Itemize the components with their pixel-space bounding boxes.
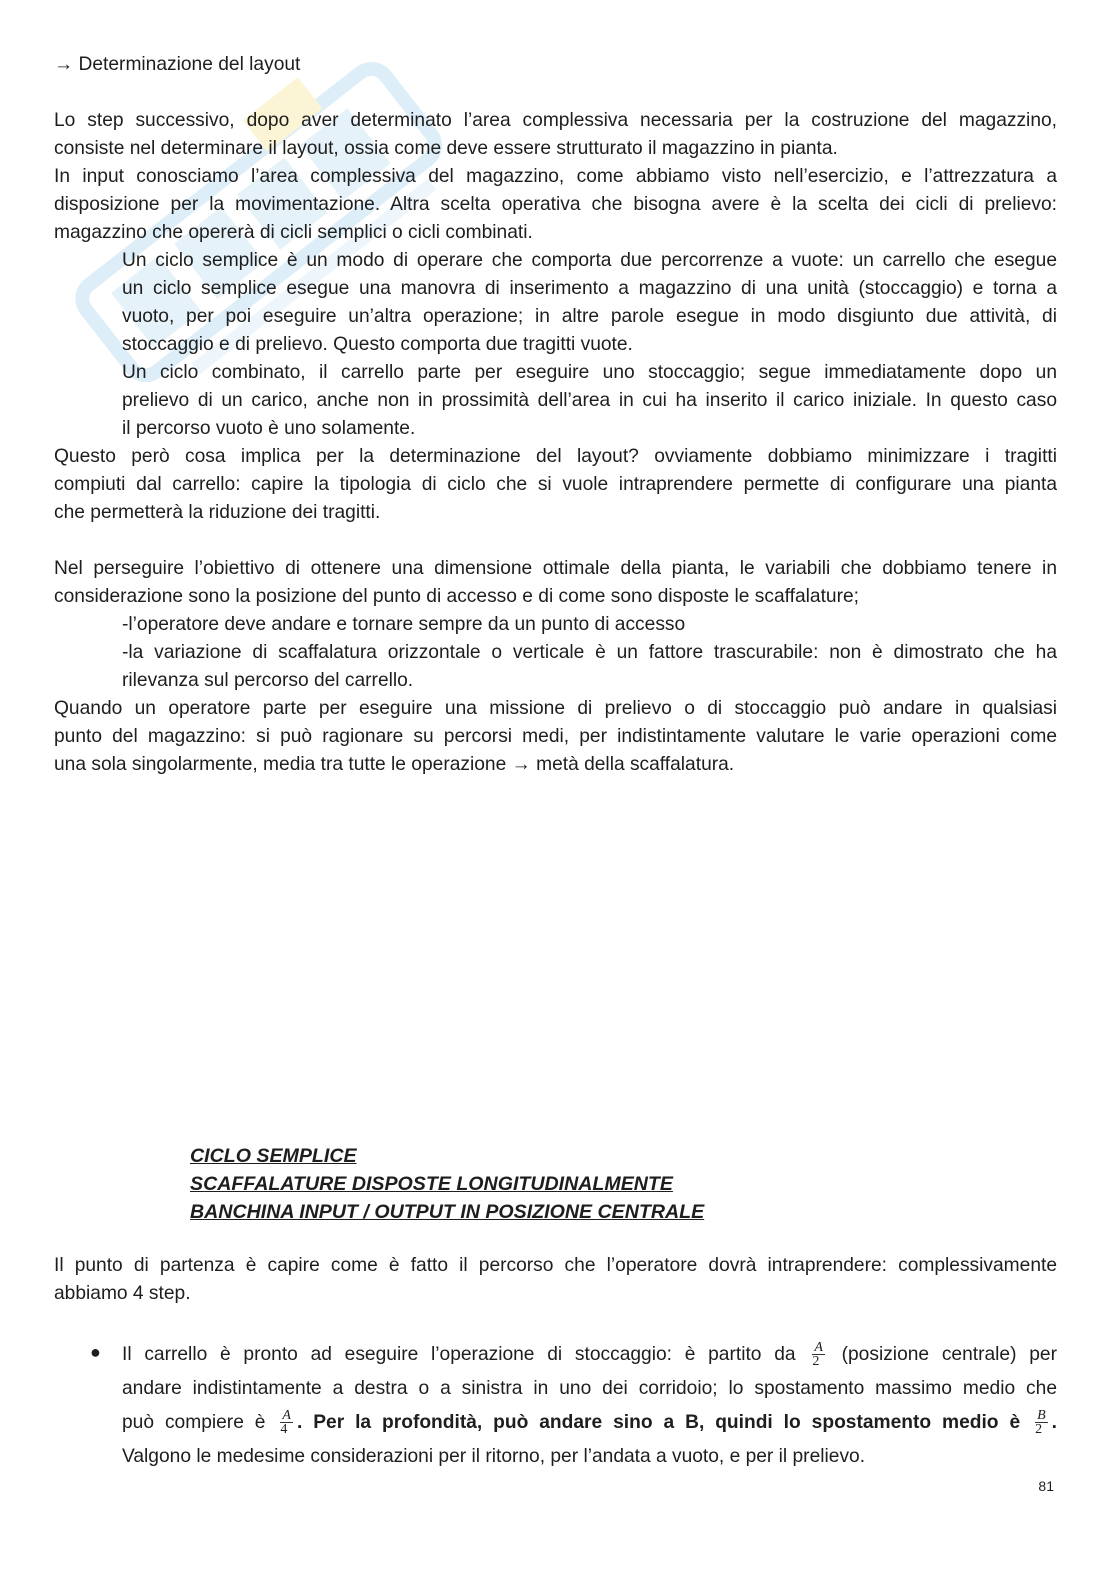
bullet-icon: ●: [90, 1342, 101, 1362]
paragraph-missions: [54, 695, 1057, 779]
fraction-a-over-2: [812, 1341, 825, 1368]
heading-scaffalature: SCAFFALATURE DISPOSTE LONGITUDINALMENTE: [190, 1173, 673, 1195]
paragraph-path: [54, 1252, 1057, 1308]
text-line: compiuti dal carrello: capire la tipologia di ciclo che si vuole intraprendere permette di configurare una pianta: [54, 474, 1057, 495]
fraction-denominator: 4: [280, 1422, 288, 1438]
text-line: Questo però cosa implica per la determinazione del layout? ovviamente dobbiamo minimizzare i tragitti: [54, 446, 1057, 467]
heading-ciclo-semplice: CICLO SEMPLICE: [190, 1145, 357, 1167]
text-fragment: . Per la profondità, può andare sino a B, quindi lo spostamento medio è: [296, 1412, 1021, 1433]
text-line: [122, 1338, 1057, 1372]
text-line: una sola singolarmente, media tra tutte le operazione → metà della scaffalatura.: [54, 754, 735, 775]
text-line: Un ciclo combinato, il carrello parte per eseguire uno stoccaggio; segue immediatamente dopo un: [122, 362, 1057, 383]
fraction-denominator: 2: [1035, 1422, 1043, 1438]
text-line: che permetterà la riduzione dei tragitti.: [54, 502, 381, 523]
document-body: [54, 51, 1057, 779]
paragraph-variables-list: [54, 611, 1057, 695]
fraction-a-over-4: [280, 1409, 293, 1436]
text-line: magazzino che opererà di cicli semplici o cicli combinati.: [54, 222, 533, 243]
text-line: Un ciclo semplice è un modo di operare che comporta due percorrenze a vuote: un carrello che esegue: [122, 250, 1057, 271]
text-fragment: Il carrello è pronto ad eseguire l’operazione di stoccaggio: è partito da: [122, 1344, 796, 1365]
text-line: vuoto, per poi eseguire un’altra operazione; in altre parole esegue in modo disgiunto due attività, di: [122, 306, 1057, 327]
text-line: Quando un operatore parte per eseguire una missione di prelievo o di stoccaggio può andare in qualsiasi: [54, 698, 1057, 719]
fraction-numerator: B: [1037, 1408, 1046, 1424]
text-line: consiste nel determinare il layout, ossia come deve essere strutturato il magazzino in pianta.: [54, 138, 838, 159]
text-line: Il punto di partenza è capire come è fatto il percorso che l’operatore dovrà intraprendere: complessivamente: [54, 1255, 1057, 1276]
text-line: prelievo di un carico, anche non in prossimità dell’area in cui ha inserito il carico iniziale. In questo caso: [122, 390, 1057, 411]
text-line: andare indistintamente a destra o a sinistra in uno dei corridoio; lo spostamento massimo medio che: [122, 1378, 1057, 1399]
section-headings: [190, 1142, 704, 1226]
text-line: -la variazione di scaffalatura orizzontale o verticale è un fattore trascurabile: non è dimostrato che ha: [122, 642, 1057, 663]
text-line: In input conosciamo l’area complessiva del magazzino, come abbiamo visto nell’esercizio, e l’attrezzatura a: [54, 166, 1057, 187]
text-fragment: .: [1051, 1412, 1057, 1433]
paragraph-variables: [54, 555, 1057, 611]
fraction-numerator: A: [814, 1340, 823, 1356]
text-line: [122, 1406, 1057, 1440]
text-line: Valgono le medesime considerazioni per il ritorno, per l’andata a vuoto, e per il prelievo.: [122, 1446, 866, 1467]
fraction-b-over-2: [1035, 1409, 1048, 1436]
text-line: Nel perseguire l’obiettivo di ottenere una dimensione ottimale della pianta, le variabili che dobbiamo tenere in: [54, 558, 1057, 579]
fraction-denominator: 2: [812, 1354, 820, 1370]
bullet-item: [54, 1338, 1057, 1474]
text-fragment: può compiere è: [122, 1412, 266, 1433]
text-line: un ciclo semplice esegue una manovra di inserimento a magazzino di una unità (stoccaggio) e torna a: [122, 278, 1057, 299]
text-line: stoccaggio e di prelievo. Questo comporta due tragitti vuote.: [122, 334, 633, 355]
section-title: → Determinazione del layout: [54, 54, 301, 75]
text-fragment: (posizione centrale) per: [841, 1344, 1057, 1365]
text-line: disposizione per la movimentazione. Altra scelta operativa che bisogna avere è la scelta dei cicli di prelievo:: [54, 194, 1057, 215]
text-line: il percorso vuoto è uno solamente.: [122, 418, 416, 439]
text-line: punto del magazzino: si può ragionare su percorsi medi, per indistintamente valutare le varie operazioni come: [54, 726, 1057, 747]
text-line: Lo step successivo, dopo aver determinato l’area complessiva necessaria per la costruzione del magazzino,: [54, 110, 1057, 131]
paragraph-implication: [54, 443, 1057, 527]
page-number: 81: [1038, 1478, 1054, 1494]
text-line: -l’operatore deve andare e tornare sempre da un punto di accesso: [122, 614, 686, 635]
text-line: considerazione sono la posizione del punto di accesso e di come sono disposte le scaffalature;: [54, 586, 859, 607]
text-line: rilevanza sul percorso del carrello.: [122, 670, 414, 691]
heading-banchina: BANCHINA INPUT / OUTPUT IN POSIZIONE CENTRALE: [190, 1201, 705, 1223]
paragraph-cycles: [54, 247, 1057, 443]
paragraph-intro: [54, 107, 1057, 247]
fraction-numerator: A: [282, 1408, 291, 1424]
text-line: abbiamo 4 step.: [54, 1283, 191, 1304]
